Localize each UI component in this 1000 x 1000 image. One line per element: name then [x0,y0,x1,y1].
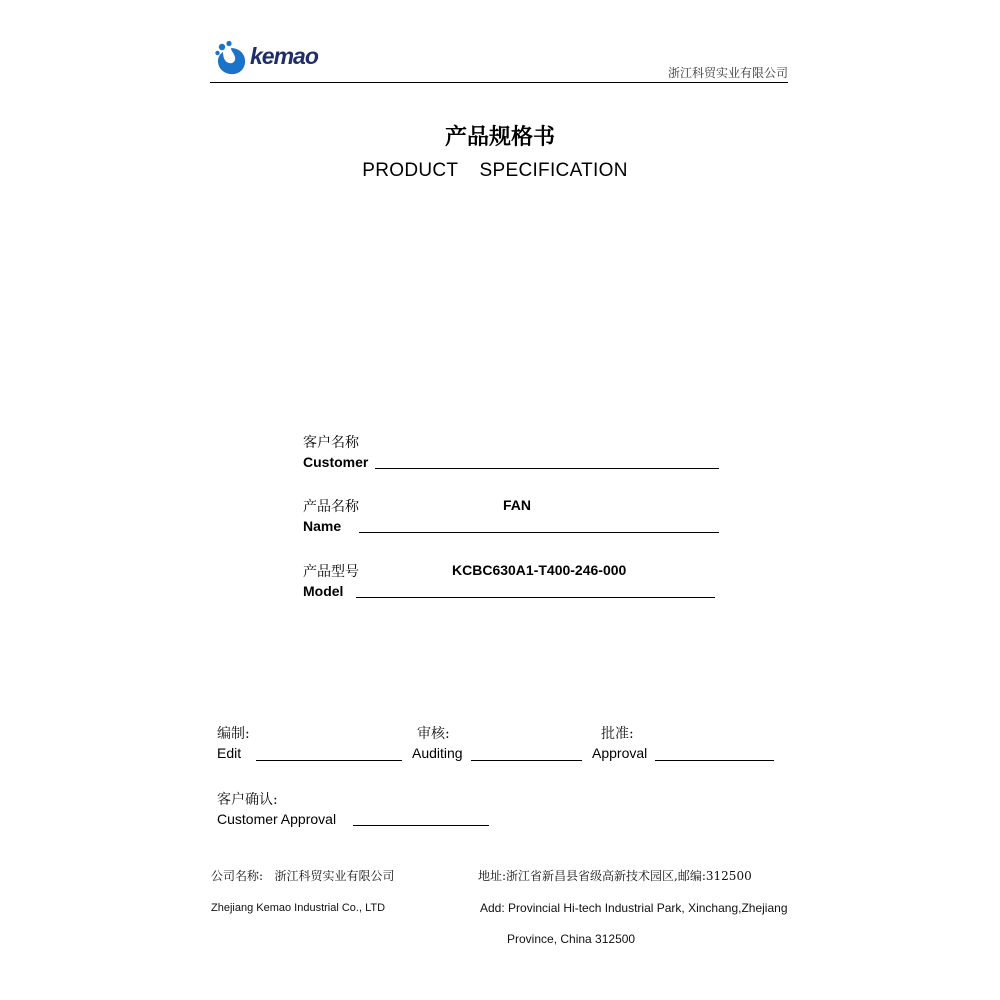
company-logo [214,40,324,76]
customer-approval-label-cn: 客户确认: [217,792,278,808]
footer-address-en-line1: Add: Provincial Hi-tech Industrial Park, Xinchang,Zhejiang [480,901,788,915]
name-field-line[interactable] [359,532,719,533]
footer-address-cn: 地址:浙江省新昌县省级高新技术园区,邮编:312500 [478,869,752,883]
auditing-label-cn: 审核: [417,726,450,742]
header-company-name: 浙江科贸实业有限公司 [667,66,788,80]
customer-label-en: Customer [303,454,369,470]
name-label-en: Name [303,518,342,534]
kemao-logo-icon [214,40,248,76]
auditing-label-en: Auditing [412,745,463,761]
customer-approval-label-en: Customer Approval [217,811,337,827]
approval-signature-line[interactable] [655,760,774,761]
footer-address-en-line2: Province, China 312500 [507,932,636,946]
header-rule [210,82,788,83]
model-field-line[interactable] [356,597,715,598]
name-value: FAN [503,497,531,513]
model-label-cn: 产品型号 [303,564,359,580]
customer-field-line[interactable] [375,468,719,469]
edit-label-cn: 编制: [217,726,250,742]
name-label-cn: 产品名称 [303,499,359,515]
approval-label-en: Approval [592,745,648,761]
auditing-signature-line[interactable] [471,760,582,761]
title-english: PRODUCT SPECIFICATION [362,160,628,181]
footer-company-cn: 公司名称: 浙江科贸实业有限公司 [211,869,395,883]
model-value: KCBC630A1-T400-246-000 [452,562,627,578]
approval-label-cn: 批准: [601,726,634,742]
footer-company-en: Zhejiang Kemao Industrial Co., LTD [211,902,386,914]
edit-label-en: Edit [217,745,242,761]
edit-signature-line[interactable] [256,760,402,761]
model-label-en: Model [303,583,344,599]
customer-approval-signature-line[interactable] [353,825,489,826]
title-chinese: 产品规格书 [444,124,555,150]
logo-wordmark: kemao [250,43,318,69]
customer-label-cn: 客户名称 [303,435,359,451]
